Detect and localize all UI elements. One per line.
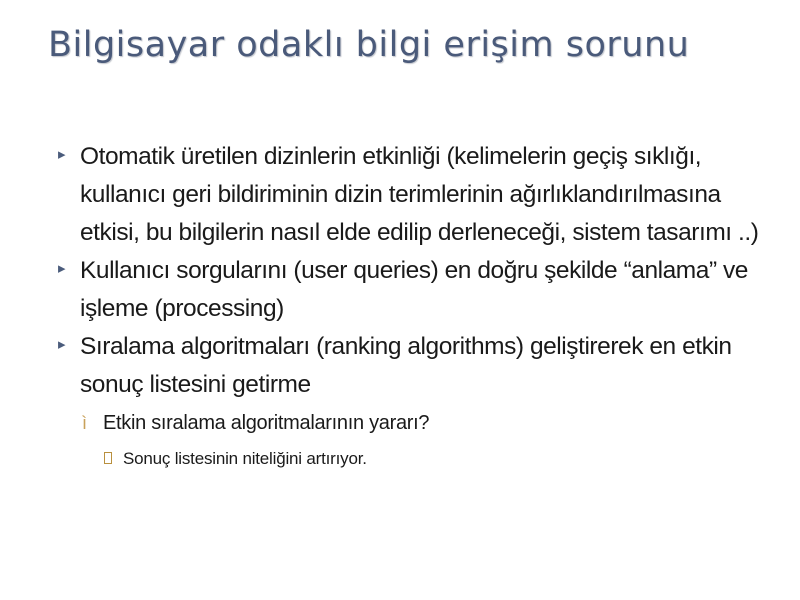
bullet-item bbox=[0, 252, 770, 328]
slide-title: Bilgisayar odaklı bilgi erişim sorunu bbox=[48, 25, 690, 65]
bullet-text: Otomatik üretilen dizinlerin etkinliği (kelimelerin geçiş sıklığı, kullanıcı geri bildiriminin dizin terimlerinin ağırlıklandırılmasına etkisi, bu bilgilerin nasıl elde edilip derleneceği, sistem tasarımı ..) bbox=[80, 143, 759, 246]
sub-bullet-icon: ì bbox=[82, 413, 87, 433]
triangle-bullet-icon: ▸ bbox=[58, 336, 66, 353]
triangle-bullet-icon: ▸ bbox=[58, 146, 66, 163]
sub-sub-bullet-text: Sonuç listesinin niteliğini artırıyor. bbox=[123, 449, 367, 468]
sub-bullet-text: Etkin sıralama algoritmalarının yararı? bbox=[103, 412, 430, 434]
sub-sub-bullet-item bbox=[0, 442, 763, 476]
bullet-list bbox=[0, 138, 800, 476]
box-bullet-icon bbox=[104, 452, 112, 464]
bullet-text: Sıralama algoritmaları (ranking algorithms) geliştirerek en etkin sonuç listesini getirme bbox=[80, 333, 732, 398]
bullet-item bbox=[0, 138, 770, 252]
triangle-bullet-icon: ▸ bbox=[58, 260, 66, 277]
sub-bullet-item bbox=[0, 404, 763, 442]
bullet-item bbox=[0, 328, 770, 404]
bullet-text: Kullanıcı sorgularını (user queries) en doğru şekilde “anlama” ve işleme (processing) bbox=[80, 257, 748, 322]
